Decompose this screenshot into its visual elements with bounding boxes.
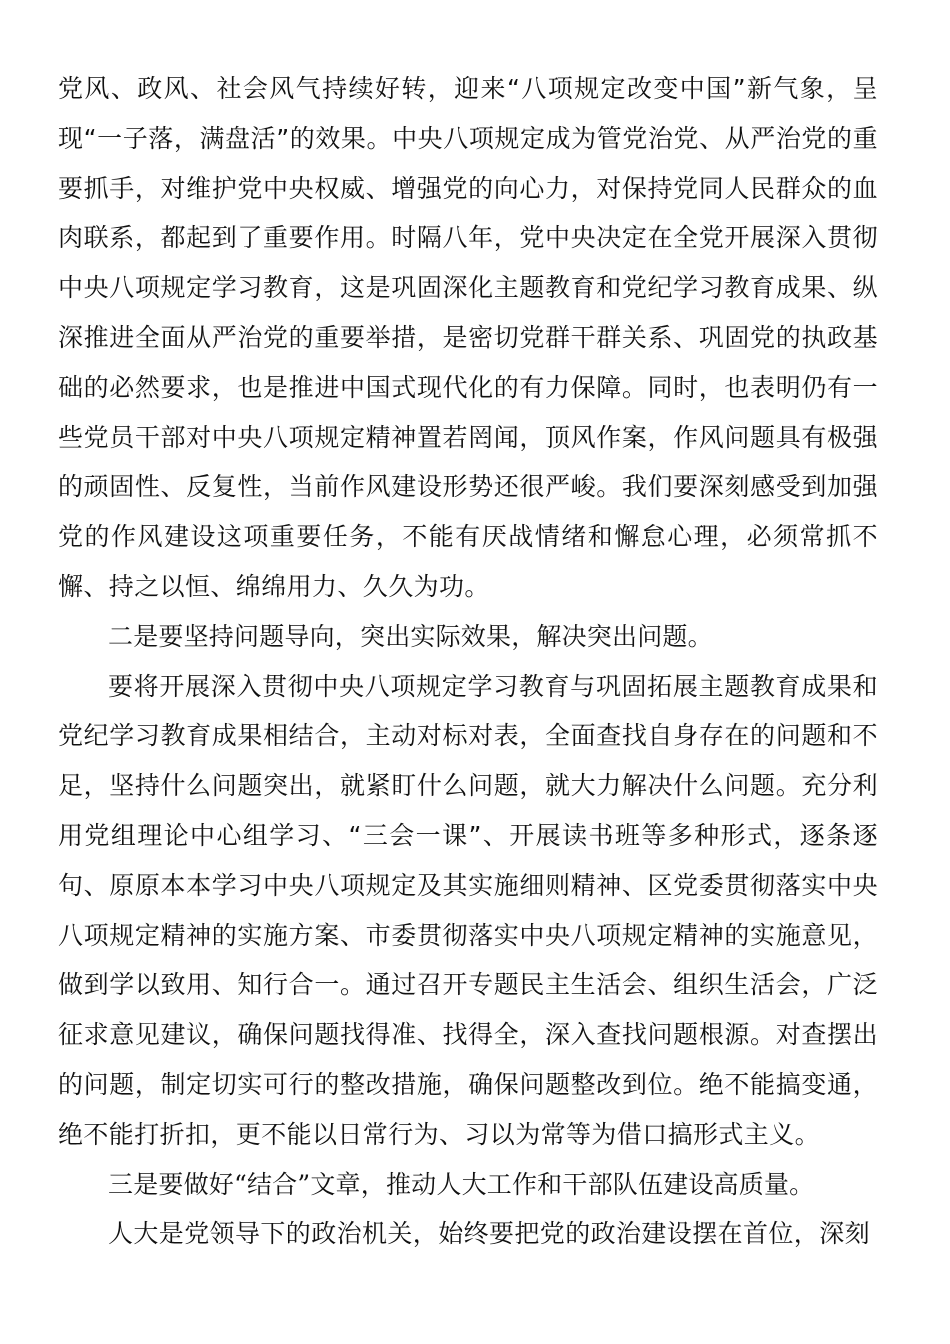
document-body (58, 64, 878, 1259)
section-heading-two: 二是要坚持问题导向，突出实际效果，解决突出问题。 (108, 621, 713, 651)
paragraph-work-style-significance: 党风、政风、社会风气持续好转，迎来“八项规定改变中国”新气象，呈现“一子落，满盘活”的效果。中央八项规定成为管党治党、从严治党的重要抓手，对维护党中央权威、增强党的向心力，对保持党同人民群众的血肉联系，都起到了重要作用。时隔八年，党中央决定在全党开展深入贯彻中央八项规定学习教育，这是巩固深化主题教育和党纪学习教育成果、纵深推进全面从严治党的重要举措，是密切党群干群关系、巩固党的执政基础的必然要求，也是推进中国式现代化的有力保障。同时，也表明仍有一些党员干部对中央八项规定精神置若罔闻，顶风作案，作风问题具有极强的顽固性、反复性，当前作风建设形势还很严峻。我们要深刻感受到加强党的作风建设这项重要任务，不能有厌战情绪和懈怠心理，必须常抓不懈、持之以恒、绵绵用力、久久为功。 (58, 74, 878, 601)
paragraph-problem-orientation: 要将开展深入贯彻中央八项规定学习教育与巩固拓展主题教育成果和党纪学习教育成果相结合，主动对标对表，全面查找自身存在的问题和不足，坚持什么问题突出，就紧盯什么问题，就大力解决什么问题。充分利用党组理论中心组学习、“三会一课”、开展读书班等多种形式，逐条逐句、原原本本学习中央八项规定及其实施细则精神、区党委贯彻落实中央八项规定精神的实施方案、市委贯彻落实中央八项规定精神的实施意见，做到学以致用、知行合一。通过召开专题民主生活会、组织生活会，广泛征求意见建议，确保问题找得准、找得全，深入查找问题根源。对查摆出的问题，制定切实可行的整改措施，确保问题整改到位。绝不能搞变通，绝不能打折扣，更不能以日常行为、习以为常等为借口搞形式主义。 (58, 671, 878, 1149)
paragraph-npc-political-organ: 人大是党领导下的政治机关，始终要把党的政治建设摆在首位，深刻 (108, 1219, 871, 1249)
section-heading-three: 三是要做好“结合”文章，推动人大工作和干部队伍建设高质量。 (108, 1169, 815, 1199)
